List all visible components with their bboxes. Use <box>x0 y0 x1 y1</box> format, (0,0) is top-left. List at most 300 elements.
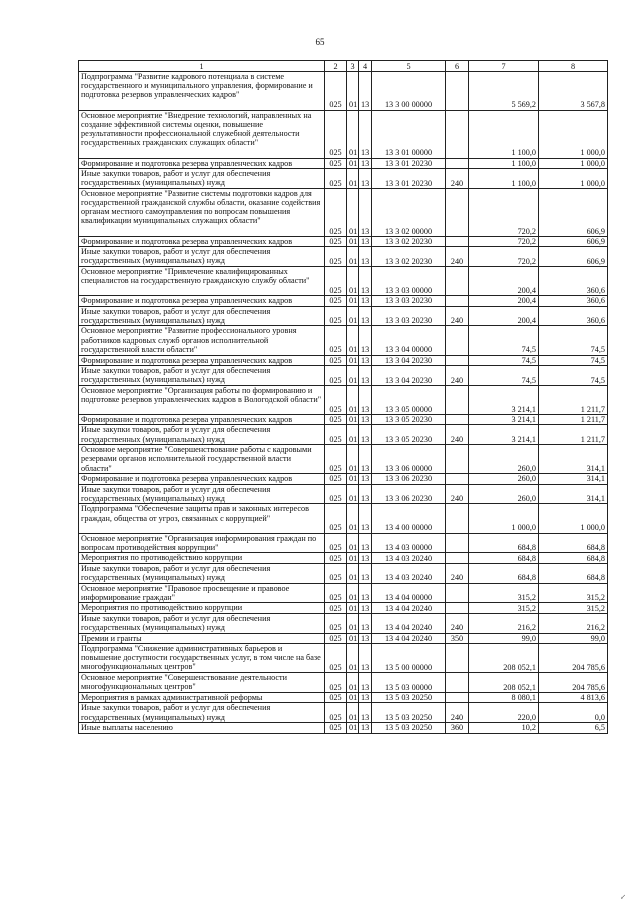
row-name-cell: Основное мероприятие "Внедрение технологий, направленных на создание эффективной системы оценки, повышение результативности профессиональной служебной деятельности государственных гражданских служащих области" <box>79 110 325 158</box>
section-code-cell: 01 <box>347 723 359 733</box>
expense-type-cell: 240 <box>446 613 469 633</box>
column-header: 6 <box>446 61 469 72</box>
section-code-cell: 01 <box>347 484 359 504</box>
amount-year2-cell: 360,6 <box>539 306 608 326</box>
section-code-cell: 01 <box>347 365 359 385</box>
row-name-cell: Основное мероприятие "Организация работы по формированию и подготовке резервов управленческих кадров в Вологодской области" <box>79 385 325 414</box>
amount-year2-cell: 1 000,0 <box>539 504 608 533</box>
target-article-cell: 13 3 05 00000 <box>372 385 446 414</box>
amount-year1-cell: 216,2 <box>469 613 539 633</box>
ministry-code-cell: 025 <box>325 553 347 563</box>
expense-type-cell <box>446 266 469 295</box>
subsection-code-cell: 13 <box>359 247 372 267</box>
row-name-cell: Иные закупки товаров, работ и услуг для обеспечения государственных (муниципальных) нужд <box>79 425 325 445</box>
amount-year1-cell: 315,2 <box>469 583 539 603</box>
row-name-cell: Основное мероприятие "Правовое просвещение и правовое информирование граждан" <box>79 583 325 603</box>
subsection-code-cell: 13 <box>359 365 372 385</box>
table-row <box>79 365 608 385</box>
expense-type-cell <box>446 72 469 111</box>
amount-year1-cell: 99,0 <box>469 633 539 643</box>
column-header: 3 <box>347 61 359 72</box>
target-article-cell: 13 5 03 00000 <box>372 673 446 693</box>
ministry-code-cell: 025 <box>325 484 347 504</box>
amount-year1-cell: 315,2 <box>469 603 539 613</box>
amount-year1-cell: 720,2 <box>469 247 539 267</box>
target-article-cell: 13 5 03 20250 <box>372 703 446 723</box>
table-row <box>79 306 608 326</box>
subsection-code-cell: 13 <box>359 613 372 633</box>
ministry-code-cell: 025 <box>325 563 347 583</box>
amount-year2-cell: 74,5 <box>539 355 608 365</box>
table-row <box>79 504 608 533</box>
row-name-cell: Основное мероприятие "Развитие системы подготовки кадров для государственной гражданской службы области, оказание содействия органам местного самоуправления по вопросам повышения квалификации муниципальных служащих области" <box>79 188 325 236</box>
target-article-cell: 13 4 03 00000 <box>372 533 446 553</box>
subsection-code-cell: 13 <box>359 553 372 563</box>
subsection-code-cell: 13 <box>359 563 372 583</box>
expense-type-cell <box>446 188 469 236</box>
subsection-code-cell: 13 <box>359 326 372 355</box>
row-name-cell: Иные закупки товаров, работ и услуг для обеспечения государственных (муниципальных) нужд <box>79 613 325 633</box>
ministry-code-cell: 025 <box>325 693 347 703</box>
section-code-cell: 01 <box>347 583 359 603</box>
subsection-code-cell: 13 <box>359 633 372 643</box>
column-header: 5 <box>372 61 446 72</box>
table-row <box>79 266 608 295</box>
row-name-cell: Основное мероприятие "Развитие профессионального уровня работников кадровых служб органов исполнительной государственной власти области" <box>79 326 325 355</box>
ministry-code-cell: 025 <box>325 326 347 355</box>
amount-year1-cell: 3 214,1 <box>469 425 539 445</box>
section-code-cell: 01 <box>347 504 359 533</box>
section-code-cell: 01 <box>347 414 359 424</box>
column-header: 1 <box>79 61 325 72</box>
expense-type-cell <box>446 296 469 306</box>
amount-year2-cell: 315,2 <box>539 583 608 603</box>
expense-type-cell: 360 <box>446 723 469 733</box>
amount-year1-cell: 684,8 <box>469 533 539 553</box>
page-corner-mark: ↙ <box>620 893 626 901</box>
subsection-code-cell: 13 <box>359 723 372 733</box>
subsection-code-cell: 13 <box>359 306 372 326</box>
amount-year2-cell: 360,6 <box>539 296 608 306</box>
row-name-cell: Формирование и подготовка резерва управленческих кадров <box>79 414 325 424</box>
row-name-cell: Мероприятия в рамках административной реформы <box>79 693 325 703</box>
expense-type-cell <box>446 533 469 553</box>
section-code-cell: 01 <box>347 355 359 365</box>
section-code-cell: 01 <box>347 110 359 158</box>
amount-year2-cell: 360,6 <box>539 266 608 295</box>
table-row <box>79 553 608 563</box>
amount-year2-cell: 684,8 <box>539 563 608 583</box>
subsection-code-cell: 13 <box>359 533 372 553</box>
target-article-cell: 13 4 04 20240 <box>372 613 446 633</box>
amount-year2-cell: 315,2 <box>539 603 608 613</box>
amount-year2-cell: 684,8 <box>539 533 608 553</box>
subsection-code-cell: 13 <box>359 603 372 613</box>
target-article-cell: 13 3 04 20230 <box>372 365 446 385</box>
table-row <box>79 533 608 553</box>
section-code-cell: 01 <box>347 72 359 111</box>
expense-type-cell <box>446 445 469 474</box>
table-row <box>79 673 608 693</box>
ministry-code-cell: 025 <box>325 72 347 111</box>
section-code-cell: 01 <box>347 673 359 693</box>
ministry-code-cell: 025 <box>325 504 347 533</box>
section-code-cell: 01 <box>347 326 359 355</box>
section-code-cell: 01 <box>347 644 359 673</box>
ministry-code-cell: 025 <box>325 703 347 723</box>
section-code-cell: 01 <box>347 296 359 306</box>
target-article-cell: 13 3 03 20230 <box>372 296 446 306</box>
ministry-code-cell: 025 <box>325 365 347 385</box>
ministry-code-cell: 025 <box>325 168 347 188</box>
table-row <box>79 484 608 504</box>
amount-year1-cell: 74,5 <box>469 365 539 385</box>
row-name-cell: Иные закупки товаров, работ и услуг для обеспечения государственных (муниципальных) нужд <box>79 365 325 385</box>
column-header: 7 <box>469 61 539 72</box>
subsection-code-cell: 13 <box>359 158 372 168</box>
section-code-cell: 01 <box>347 703 359 723</box>
ministry-code-cell: 025 <box>325 306 347 326</box>
table-row <box>79 168 608 188</box>
table-row <box>79 296 608 306</box>
amount-year1-cell: 200,4 <box>469 266 539 295</box>
subsection-code-cell: 13 <box>359 110 372 158</box>
target-article-cell: 13 4 04 20240 <box>372 633 446 643</box>
expense-type-cell: 240 <box>446 247 469 267</box>
target-article-cell: 13 3 05 20230 <box>372 414 446 424</box>
expense-type-cell: 350 <box>446 633 469 643</box>
section-code-cell: 01 <box>347 533 359 553</box>
section-code-cell: 01 <box>347 693 359 703</box>
amount-year2-cell: 1 211,7 <box>539 385 608 414</box>
amount-year1-cell: 1 000,0 <box>469 504 539 533</box>
amount-year2-cell: 74,5 <box>539 326 608 355</box>
row-name-cell: Формирование и подготовка резерва управленческих кадров <box>79 355 325 365</box>
amount-year1-cell: 200,4 <box>469 306 539 326</box>
amount-year2-cell: 1 211,7 <box>539 414 608 424</box>
target-article-cell: 13 3 02 00000 <box>372 188 446 236</box>
amount-year2-cell: 606,9 <box>539 247 608 267</box>
amount-year1-cell: 684,8 <box>469 563 539 583</box>
table-row <box>79 474 608 484</box>
amount-year2-cell: 204 785,6 <box>539 644 608 673</box>
section-code-cell: 01 <box>347 236 359 246</box>
ministry-code-cell: 025 <box>325 355 347 365</box>
section-code-cell: 01 <box>347 247 359 267</box>
section-code-cell: 01 <box>347 553 359 563</box>
ministry-code-cell: 025 <box>325 613 347 633</box>
subsection-code-cell: 13 <box>359 355 372 365</box>
amount-year1-cell: 74,5 <box>469 326 539 355</box>
amount-year2-cell: 74,5 <box>539 365 608 385</box>
amount-year2-cell: 0,0 <box>539 703 608 723</box>
ministry-code-cell: 025 <box>325 644 347 673</box>
table-row <box>79 425 608 445</box>
target-article-cell: 13 3 01 00000 <box>372 110 446 158</box>
ministry-code-cell: 025 <box>325 188 347 236</box>
ministry-code-cell: 025 <box>325 247 347 267</box>
target-article-cell: 13 3 00 00000 <box>372 72 446 111</box>
table-row <box>79 158 608 168</box>
table-row <box>79 693 608 703</box>
table-row <box>79 72 608 111</box>
subsection-code-cell: 13 <box>359 583 372 603</box>
table-body <box>79 72 608 734</box>
target-article-cell: 13 3 01 20230 <box>372 158 446 168</box>
amount-year1-cell: 260,0 <box>469 445 539 474</box>
ministry-code-cell: 025 <box>325 583 347 603</box>
amount-year1-cell: 3 214,1 <box>469 385 539 414</box>
table-row <box>79 110 608 158</box>
row-name-cell: Иные закупки товаров, работ и услуг для обеспечения государственных (муниципальных) нужд <box>79 247 325 267</box>
amount-year1-cell: 1 100,0 <box>469 110 539 158</box>
table-row <box>79 326 608 355</box>
row-name-cell: Основное мероприятие "Совершенствование работы с кадровыми резервами органов исполнительной государственной власти области" <box>79 445 325 474</box>
ministry-code-cell: 025 <box>325 296 347 306</box>
subsection-code-cell: 13 <box>359 644 372 673</box>
amount-year1-cell: 208 052,1 <box>469 673 539 693</box>
row-name-cell: Премии и гранты <box>79 633 325 643</box>
target-article-cell: 13 3 02 20230 <box>372 247 446 267</box>
ministry-code-cell: 025 <box>325 236 347 246</box>
ministry-code-cell: 025 <box>325 673 347 693</box>
expense-type-cell <box>446 603 469 613</box>
subsection-code-cell: 13 <box>359 168 372 188</box>
table-row <box>79 603 608 613</box>
row-name-cell: Иные закупки товаров, работ и услуг для обеспечения государственных (муниципальных) нужд <box>79 563 325 583</box>
ministry-code-cell: 025 <box>325 110 347 158</box>
row-name-cell: Формирование и подготовка резерва управленческих кадров <box>79 474 325 484</box>
expense-type-cell <box>446 414 469 424</box>
subsection-code-cell: 13 <box>359 474 372 484</box>
subsection-code-cell: 13 <box>359 236 372 246</box>
row-name-cell: Иные закупки товаров, работ и услуг для обеспечения государственных (муниципальных) нужд <box>79 306 325 326</box>
row-name-cell: Формирование и подготовка резерва управленческих кадров <box>79 296 325 306</box>
row-name-cell: Иные закупки товаров, работ и услуг для обеспечения государственных (муниципальных) нужд <box>79 484 325 504</box>
row-name-cell: Иные выплаты населению <box>79 723 325 733</box>
table-row <box>79 703 608 723</box>
subsection-code-cell: 13 <box>359 445 372 474</box>
subsection-code-cell: 13 <box>359 296 372 306</box>
expense-type-cell <box>446 474 469 484</box>
table-row <box>79 633 608 643</box>
target-article-cell: 13 3 03 20230 <box>372 306 446 326</box>
amount-year1-cell: 10,2 <box>469 723 539 733</box>
subsection-code-cell: 13 <box>359 188 372 236</box>
subsection-code-cell: 13 <box>359 414 372 424</box>
expense-type-cell <box>446 553 469 563</box>
ministry-code-cell: 025 <box>325 445 347 474</box>
subsection-code-cell: 13 <box>359 484 372 504</box>
target-article-cell: 13 3 02 20230 <box>372 236 446 246</box>
ministry-code-cell: 025 <box>325 414 347 424</box>
expense-type-cell: 240 <box>446 306 469 326</box>
target-article-cell: 13 4 04 00000 <box>372 583 446 603</box>
amount-year2-cell: 204 785,6 <box>539 673 608 693</box>
column-header: 8 <box>539 61 608 72</box>
subsection-code-cell: 13 <box>359 385 372 414</box>
row-name-cell: Формирование и подготовка резерва управленческих кадров <box>79 236 325 246</box>
amount-year2-cell: 99,0 <box>539 633 608 643</box>
amount-year1-cell: 208 052,1 <box>469 644 539 673</box>
amount-year2-cell: 1 211,7 <box>539 425 608 445</box>
amount-year1-cell: 720,2 <box>469 188 539 236</box>
expense-type-cell <box>446 326 469 355</box>
target-article-cell: 13 5 03 20250 <box>372 693 446 703</box>
subsection-code-cell: 13 <box>359 693 372 703</box>
amount-year2-cell: 1 000,0 <box>539 168 608 188</box>
amount-year2-cell: 314,1 <box>539 474 608 484</box>
expense-type-cell: 240 <box>446 563 469 583</box>
table-row <box>79 188 608 236</box>
section-code-cell: 01 <box>347 603 359 613</box>
subsection-code-cell: 13 <box>359 504 372 533</box>
ministry-code-cell: 025 <box>325 633 347 643</box>
amount-year2-cell: 314,1 <box>539 484 608 504</box>
ministry-code-cell: 025 <box>325 266 347 295</box>
column-header: 4 <box>359 61 372 72</box>
amount-year2-cell: 216,2 <box>539 613 608 633</box>
amount-year2-cell: 4 813,6 <box>539 693 608 703</box>
expense-type-cell: 240 <box>446 365 469 385</box>
ministry-code-cell: 025 <box>325 474 347 484</box>
section-code-cell: 01 <box>347 266 359 295</box>
row-name-cell: Мероприятия по противодействию коррупции <box>79 553 325 563</box>
expense-type-cell <box>446 355 469 365</box>
amount-year2-cell: 1 000,0 <box>539 110 608 158</box>
ministry-code-cell: 025 <box>325 723 347 733</box>
subsection-code-cell: 13 <box>359 425 372 445</box>
section-code-cell: 01 <box>347 613 359 633</box>
amount-year1-cell: 1 100,0 <box>469 168 539 188</box>
expense-type-cell <box>446 385 469 414</box>
expense-type-cell: 240 <box>446 168 469 188</box>
section-code-cell: 01 <box>347 425 359 445</box>
amount-year1-cell: 3 214,1 <box>469 414 539 424</box>
expense-type-cell <box>446 644 469 673</box>
section-code-cell: 01 <box>347 306 359 326</box>
target-article-cell: 13 3 04 20230 <box>372 355 446 365</box>
section-code-cell: 01 <box>347 445 359 474</box>
table-row <box>79 414 608 424</box>
expense-type-cell <box>446 236 469 246</box>
section-code-cell: 01 <box>347 563 359 583</box>
row-name-cell: Основное мероприятие "Совершенствование деятельности многофункциональных центров" <box>79 673 325 693</box>
section-code-cell: 01 <box>347 158 359 168</box>
target-article-cell: 13 4 04 20240 <box>372 603 446 613</box>
expense-type-cell <box>446 693 469 703</box>
target-article-cell: 13 3 06 20230 <box>372 484 446 504</box>
row-name-cell: Подпрограмма "Снижение административных барьеров и повышение доступности государственных услуг, в том числе на базе многофункциональных центров" <box>79 644 325 673</box>
ministry-code-cell: 025 <box>325 385 347 414</box>
amount-year2-cell: 314,1 <box>539 445 608 474</box>
table-row <box>79 236 608 246</box>
section-code-cell: 01 <box>347 474 359 484</box>
amount-year2-cell: 606,9 <box>539 236 608 246</box>
column-header: 2 <box>325 61 347 72</box>
row-name-cell: Мероприятия по противодействию коррупции <box>79 603 325 613</box>
row-name-cell: Иные закупки товаров, работ и услуг для обеспечения государственных (муниципальных) нужд <box>79 703 325 723</box>
expense-type-cell <box>446 158 469 168</box>
ministry-code-cell: 025 <box>325 533 347 553</box>
section-code-cell: 01 <box>347 385 359 414</box>
amount-year2-cell: 6,5 <box>539 723 608 733</box>
table-row <box>79 445 608 474</box>
expense-type-cell <box>446 673 469 693</box>
target-article-cell: 13 4 03 20240 <box>372 553 446 563</box>
expense-type-cell <box>446 110 469 158</box>
section-code-cell: 01 <box>347 633 359 643</box>
row-name-cell: Подпрограмма "Обеспечение защиты прав и законных интересов граждан, общества от угроз, связанных с коррупцией" <box>79 504 325 533</box>
expense-type-cell: 240 <box>446 425 469 445</box>
target-article-cell: 13 3 04 00000 <box>372 326 446 355</box>
amount-year1-cell: 1 100,0 <box>469 158 539 168</box>
ministry-code-cell: 025 <box>325 425 347 445</box>
subsection-code-cell: 13 <box>359 266 372 295</box>
amount-year1-cell: 200,4 <box>469 296 539 306</box>
section-code-cell: 01 <box>347 188 359 236</box>
amount-year2-cell: 3 567,8 <box>539 72 608 111</box>
amount-year2-cell: 684,8 <box>539 553 608 563</box>
table-row <box>79 385 608 414</box>
expense-type-cell <box>446 583 469 603</box>
table-row <box>79 583 608 603</box>
budget-table <box>78 60 608 734</box>
section-code-cell: 01 <box>347 168 359 188</box>
target-article-cell: 13 3 01 20230 <box>372 168 446 188</box>
table-row <box>79 613 608 633</box>
table-row <box>79 723 608 733</box>
row-name-cell: Иные закупки товаров, работ и услуг для обеспечения государственных (муниципальных) нужд <box>79 168 325 188</box>
target-article-cell: 13 3 05 20230 <box>372 425 446 445</box>
row-name-cell: Формирование и подготовка резерва управленческих кадров <box>79 158 325 168</box>
table-row <box>79 247 608 267</box>
row-name-cell: Основное мероприятие "Организация информирования граждан по вопросам противодействия коррупции" <box>79 533 325 553</box>
target-article-cell: 13 4 00 00000 <box>372 504 446 533</box>
row-name-cell: Основное мероприятие "Привлечение квалифицированных специалистов на государственную гражданскую службу области" <box>79 266 325 295</box>
table-row <box>79 563 608 583</box>
expense-type-cell <box>446 504 469 533</box>
target-article-cell: 13 3 06 00000 <box>372 445 446 474</box>
target-article-cell: 13 5 03 20250 <box>372 723 446 733</box>
amount-year1-cell: 5 569,2 <box>469 72 539 111</box>
amount-year2-cell: 1 000,0 <box>539 158 608 168</box>
subsection-code-cell: 13 <box>359 72 372 111</box>
table-row <box>79 355 608 365</box>
ministry-code-cell: 025 <box>325 603 347 613</box>
ministry-code-cell: 025 <box>325 158 347 168</box>
subsection-code-cell: 13 <box>359 703 372 723</box>
row-name-cell: Подпрограмма "Развитие кадрового потенциала в системе государственного и муниципального управления, формирование и подготовка резервов управленческих кадров" <box>79 72 325 111</box>
target-article-cell: 13 3 06 20230 <box>372 474 446 484</box>
expense-type-cell: 240 <box>446 484 469 504</box>
amount-year2-cell: 606,9 <box>539 188 608 236</box>
subsection-code-cell: 13 <box>359 673 372 693</box>
amount-year1-cell: 260,0 <box>469 474 539 484</box>
column-header-row <box>79 61 608 72</box>
table-row <box>79 644 608 673</box>
target-article-cell: 13 5 00 00000 <box>372 644 446 673</box>
amount-year1-cell: 720,2 <box>469 236 539 246</box>
amount-year1-cell: 8 080,1 <box>469 693 539 703</box>
amount-year1-cell: 684,8 <box>469 553 539 563</box>
page-number: 65 <box>315 37 325 47</box>
amount-year1-cell: 74,5 <box>469 355 539 365</box>
target-article-cell: 13 3 03 00000 <box>372 266 446 295</box>
target-article-cell: 13 4 03 20240 <box>372 563 446 583</box>
expense-type-cell: 240 <box>446 703 469 723</box>
amount-year1-cell: 220,0 <box>469 703 539 723</box>
